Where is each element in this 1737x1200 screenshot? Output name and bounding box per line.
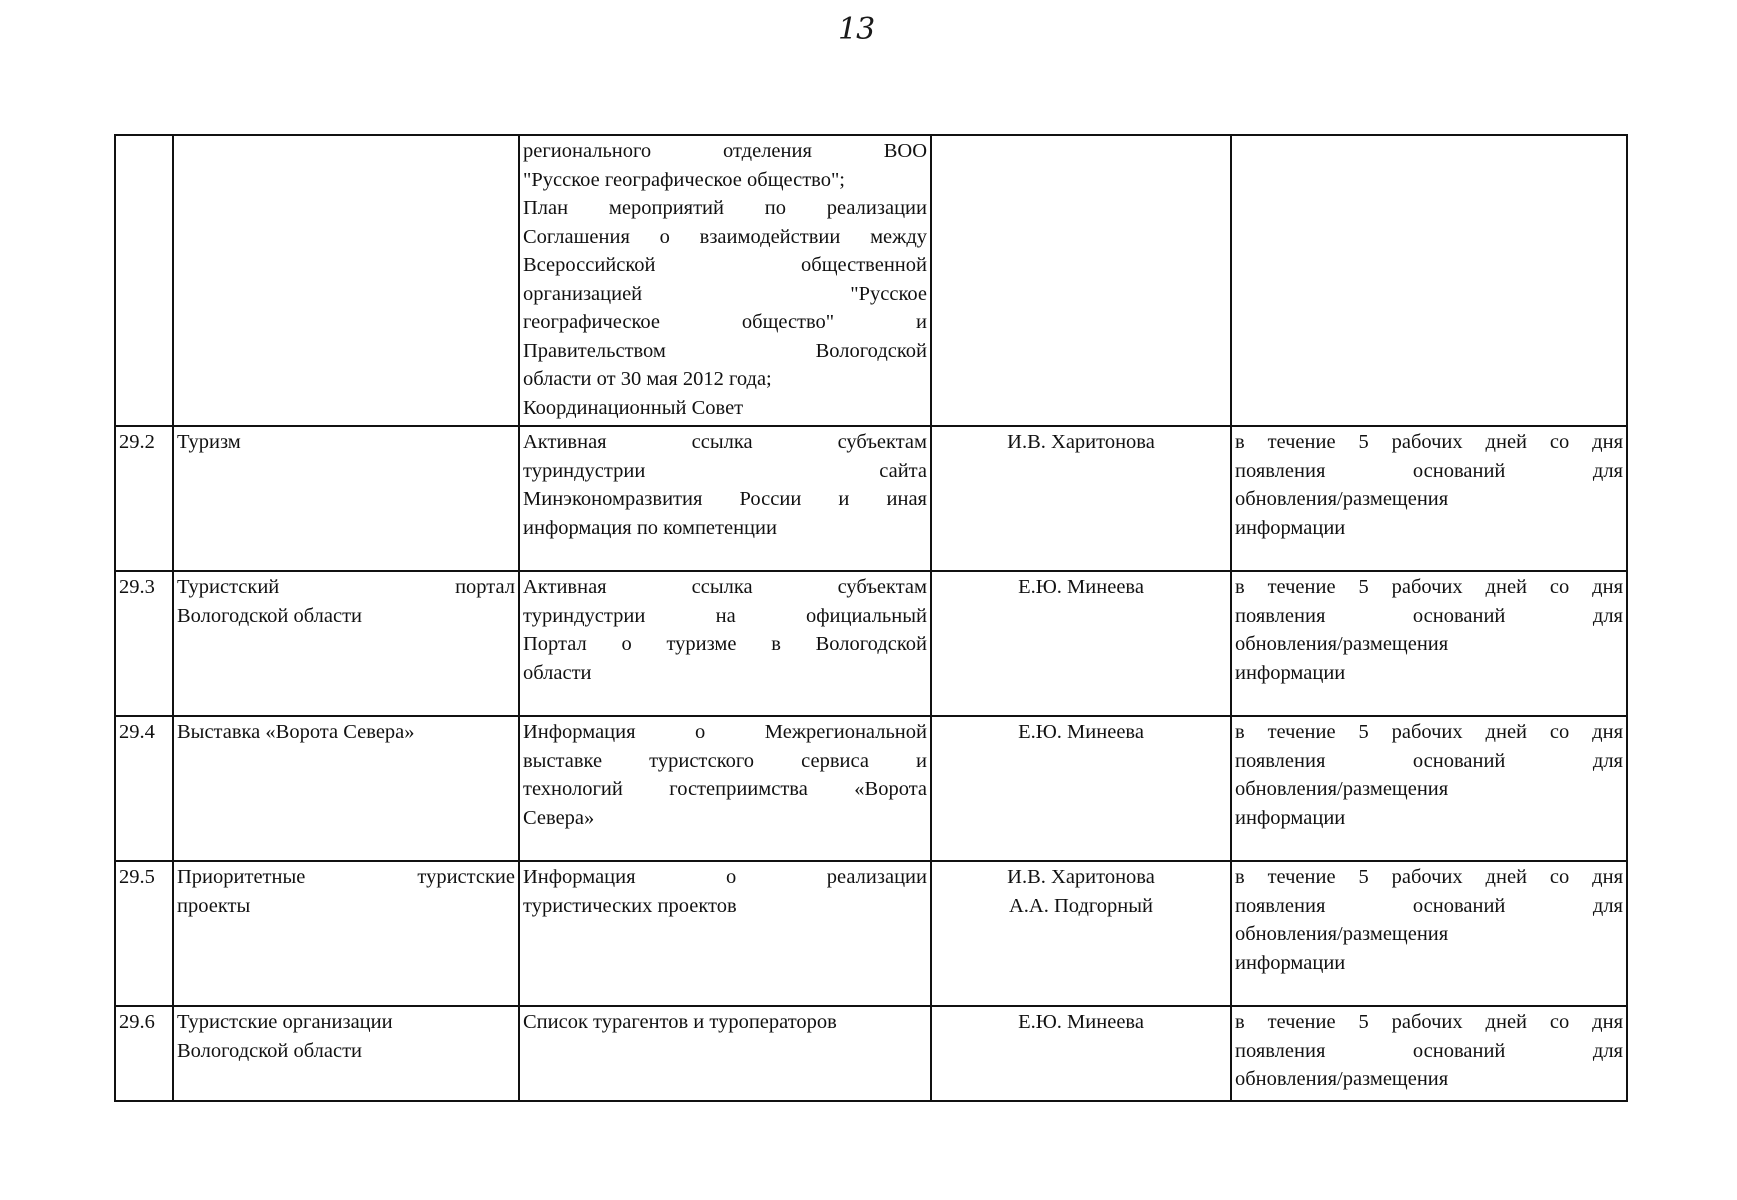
text-line: Вологодской области: [177, 1039, 363, 1062]
text-line: Активная ссылка субъектам: [523, 576, 927, 598]
term-cell: [1231, 135, 1627, 426]
text-line: туриндустрии на официальный: [523, 604, 927, 627]
text-line: туристических проектов: [523, 894, 737, 917]
text-line: появления оснований для: [1235, 749, 1623, 772]
section-cell: [173, 426, 519, 571]
item-number: 29.6: [115, 1006, 173, 1101]
text-line: "Русское географическое общество";: [523, 168, 846, 191]
text-line: План мероприятий по реализации: [523, 197, 927, 219]
text-line: Правительством Вологодской: [523, 339, 927, 362]
table-row: [115, 1006, 1627, 1101]
responsible-cell: [931, 571, 1231, 716]
table-row: [115, 716, 1627, 861]
responsible-cell: [931, 1006, 1231, 1101]
text-line: области от 30 мая 2012 года;: [523, 368, 772, 390]
table-row: [115, 135, 1627, 426]
table-row: [115, 426, 1627, 571]
text-line: информации: [1235, 661, 1346, 684]
text-line: области: [523, 661, 592, 684]
text-line: Выставка «Ворота Севера»: [177, 721, 415, 743]
text-line: выставке туристского сервиса и: [523, 749, 927, 772]
text-line: появления оснований для: [1235, 1039, 1623, 1062]
term-cell: [1231, 571, 1627, 716]
item-number: 29.3: [115, 571, 173, 716]
text-line: Соглашения о взаимодействии между: [523, 225, 927, 248]
text-line: в течение 5 рабочих дней со дня: [1235, 1011, 1623, 1033]
text-line: обновления/размещения: [1235, 488, 1449, 510]
text-line: Список турагентов и туроператоров: [523, 1011, 837, 1033]
section-cell: [173, 571, 519, 716]
content-cell: [519, 861, 931, 1006]
text-line: в течение 5 рабочих дней со дня: [1235, 431, 1623, 453]
text-line: Приоритетные туристские: [177, 866, 515, 888]
item-number: 29.2: [115, 426, 173, 571]
section-cell: [173, 716, 519, 861]
responsible-name: Е.Ю. Минеева: [1018, 1011, 1144, 1033]
content-cell: [519, 135, 931, 426]
item-number: [115, 135, 173, 426]
term-cell: [1231, 1006, 1627, 1101]
responsible-name: И.В. Харитонова: [1007, 431, 1155, 453]
item-number: 29.4: [115, 716, 173, 861]
responsible-cell: [931, 135, 1231, 426]
text-line: появления оснований для: [1235, 604, 1623, 627]
text-line: Севера»: [523, 806, 595, 829]
text-line: Активная ссылка субъектам: [523, 431, 927, 453]
measures-table: [114, 134, 1628, 1102]
responsible-name: Е.Ю. Минеева: [1018, 576, 1144, 598]
page-number: 13: [838, 12, 875, 47]
text-line: обновления/размещения: [1235, 923, 1449, 945]
text-line: информации: [1235, 516, 1346, 539]
text-line: Туризм: [177, 431, 241, 453]
content-cell: [519, 426, 931, 571]
table-row: [115, 571, 1627, 716]
table-row: [115, 861, 1627, 1006]
text-line: информации: [1235, 806, 1346, 829]
text-line: технологий гостеприимства «Ворота: [523, 778, 927, 800]
term-cell: [1231, 426, 1627, 571]
text-line: появления оснований для: [1235, 459, 1623, 482]
text-line: Портал о туризме в Вологодской: [523, 633, 927, 655]
text-line: туриндустрии сайта: [523, 459, 927, 482]
text-line: информация по компетенции: [523, 516, 777, 539]
text-line: Туристский портал: [177, 576, 515, 598]
text-line: обновления/размещения: [1235, 1068, 1449, 1090]
text-line: проекты: [177, 894, 251, 917]
text-line: появления оснований для: [1235, 894, 1623, 917]
text-line: информации: [1235, 951, 1346, 974]
text-line: Туристские организации: [177, 1011, 393, 1033]
text-line: регионального отделения ВОО: [523, 140, 927, 162]
text-line: обновления/размещения: [1235, 778, 1449, 800]
responsible-name: Е.Ю. Минеева: [1018, 721, 1144, 743]
responsible-cell: [931, 716, 1231, 861]
section-cell: [173, 135, 519, 426]
text-line: обновления/размещения: [1235, 633, 1449, 655]
text-line: Вологодской области: [177, 604, 363, 627]
text-line: в течение 5 рабочих дней со дня: [1235, 576, 1623, 598]
content-cell: [519, 571, 931, 716]
text-line: Информация о реализации: [523, 866, 927, 888]
content-cell: [519, 716, 931, 861]
term-cell: [1231, 861, 1627, 1006]
text-line: Координационный Совет: [523, 396, 744, 419]
responsible-name: И.В. Харитонова: [1007, 866, 1155, 888]
item-number: 29.5: [115, 861, 173, 1006]
text-line: в течение 5 рабочих дней со дня: [1235, 721, 1623, 743]
content-cell: [519, 1006, 931, 1101]
responsible-name: А.А. Подгорный: [1009, 894, 1153, 917]
section-cell: [173, 1006, 519, 1101]
text-line: в течение 5 рабочих дней со дня: [1235, 866, 1623, 888]
text-line: Минэкономразвития России и иная: [523, 488, 927, 510]
text-line: географическое общество" и: [523, 311, 927, 333]
text-line: Всероссийской общественной: [523, 254, 927, 276]
section-cell: [173, 861, 519, 1006]
term-cell: [1231, 716, 1627, 861]
responsible-cell: [931, 861, 1231, 1006]
text-line: организацией "Русское: [523, 282, 927, 305]
text-line: Информация о Межрегиональной: [523, 721, 927, 743]
responsible-cell: [931, 426, 1231, 571]
